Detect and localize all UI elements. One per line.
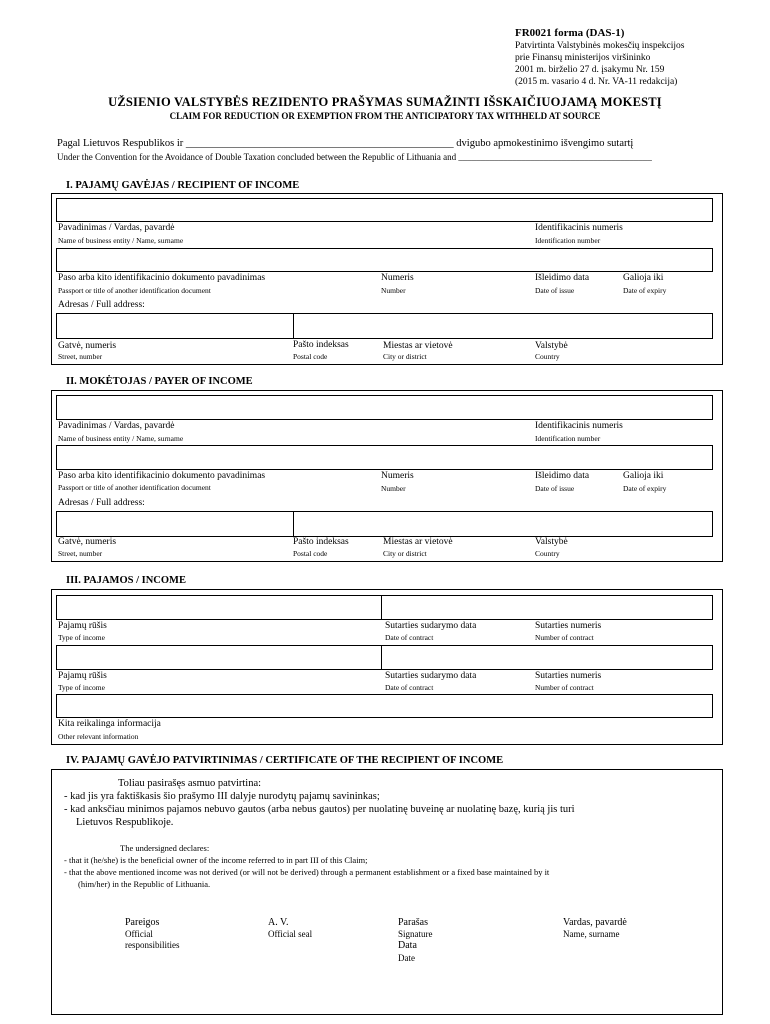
contract-number-label-en-1: Number of contract [535,633,594,642]
recipient-postal-label-en: Postal code [293,352,328,361]
form-title: UŽSIENIO VALSTYBĖS REZIDENTO PRAŠYMAS SUMAŽINTI IŠSKAIČIUOJAMĄ MOKESTĮ [108,95,662,109]
income-type-input-2[interactable] [56,645,713,670]
recipient-issue-label: Išleidimo data [535,273,590,283]
recipient-city-label-en: City or district [383,352,427,361]
recipient-country-label: Valstybė [535,341,568,351]
approval-line-3: 2001 m. birželio 27 d. įsakymu Nr. 159 [515,65,665,75]
recipient-id-label: Identifikacinis numeris [535,223,623,233]
recipient-id-label-en: Identification number [535,236,601,245]
section-income-title: III. PAJAMOS / INCOME [66,575,186,586]
recipient-document-input[interactable] [56,248,713,272]
cert-lt-line-2: - kad anksčiau minimos pajamos nebuvo gautos (arba nebus gautos) per nuolatinę buveinę ar nuolatinę bazę, kurią jis turi [64,804,575,815]
section-payer-title: II. MOKĖTOJAS / PAYER OF INCOME [66,376,253,387]
payer-country-label-en: Country [535,549,560,558]
convention-line-en: Under the Convention for the Avoidance of Double Taxation concluded between the Republic of Lithuania and ___________________________________________ [57,152,652,162]
position-label-en-2: responsibilities [125,940,180,950]
payer-expiry-label-en: Date of expiry [623,484,667,493]
approval-line-2: prie Finansų ministerijos viršininko [515,53,651,63]
position-label: Pareigos [125,917,160,928]
recipient-issue-label-en: Date of issue [535,286,575,295]
payer-city-label: Miestas ar vietovė [383,537,453,547]
recipient-expiry-label: Galioja iki [623,273,664,283]
other-info-label-en: Other relevant information [58,732,139,741]
payer-name-input[interactable] [56,395,713,420]
contract-date-label-en-2: Date of contract [385,683,434,692]
contract-date-label-2: Sutarties sudarymo data [385,671,477,681]
contract-number-label-2: Sutarties numeris [535,671,602,681]
section-recipient-title: I. PAJAMŲ GAVĖJAS / RECIPIENT OF INCOME [66,180,300,191]
approval-line-4: (2015 m. vasario 4 d. Nr. VA-11 redakcija) [515,77,678,87]
income-type-label-en-2: Type of income [58,683,105,692]
cert-en-intro: The undersigned declares: [120,843,210,853]
date-label: Data [398,940,417,951]
payer-city-label-en: City or district [383,549,427,558]
signer-name-label-en: Name, surname [563,929,620,939]
recipient-name-label: Pavadinimas / Vardas, pavardė [58,223,175,233]
recipient-doc-label: Paso arba kito identifikacinio dokumento pavadinimas [58,273,266,283]
payer-address-input[interactable] [56,511,713,537]
payer-id-label: Identifikacinis numeris [535,421,623,431]
section-payer [51,390,723,562]
form-subtitle: CLAIM FOR REDUCTION OR EXEMPTION FROM THE ANTICIPATORY TAX WITHHELD AT SOURCE [169,111,601,121]
other-info-label: Kita reikalinga informacija [58,719,161,729]
recipient-city-label: Miestas ar vietovė [383,341,453,351]
payer-number-label: Numeris [381,471,414,481]
payer-issue-label-en: Date of issue [535,484,575,493]
cert-en-line-1: - that it (he/she) is the beneficial owner of the income referred to in part III of this Claim; [64,855,368,865]
income-type-label-1: Pajamų rūšis [58,621,107,631]
payer-number-label-en: Number [381,484,406,493]
cert-en-line-3: (him/her) in the Republic of Lithuania. [78,879,211,889]
payer-doc-label-en: Passport or title of another identification document [58,483,211,492]
recipient-address-label: Adresas / Full address: [58,300,145,310]
seal-label: A. V. [268,917,289,928]
section-certificate [51,769,723,1015]
payer-doc-label: Paso arba kito identifikacinio dokumento pavadinimas [58,471,266,481]
cert-lt-intro: Toliau pasirašęs asmuo patvirtina: [118,778,262,789]
signature-label: Parašas [398,917,428,928]
date-label-en: Date [398,953,415,963]
payer-document-input[interactable] [56,445,713,470]
recipient-street-label: Gatvė, numeris [58,341,117,351]
recipient-street-label-en: Street, number [58,352,103,361]
payer-expiry-label: Galioja iki [623,471,664,481]
cert-en-line-2: - that the above mentioned income was not derived (or will not be derived) through a permanent establishment or a fixed base maintained by it [64,867,550,877]
section-income [51,589,723,745]
contract-date-label-en-1: Date of contract [385,633,434,642]
contract-date-label-1: Sutarties sudarymo data [385,621,477,631]
income-type-label-en-1: Type of income [58,633,105,642]
section-recipient [51,193,723,365]
payer-street-label-en: Street, number [58,549,103,558]
payer-name-label: Pavadinimas / Vardas, pavardė [58,421,175,431]
payer-name-label-en: Name of business entity / Name, surname [58,434,184,443]
recipient-postal-label: Pašto indeksas [293,340,349,350]
recipient-name-input[interactable] [56,198,713,222]
cert-lt-line-3: Lietuvos Respublikoje. [76,817,174,828]
income-type-label-2: Pajamų rūšis [58,671,107,681]
section-certificate-title: IV. PAJAMŲ GAVĖJO PATVIRTINIMAS / CERTIFICATE OF THE RECIPIENT OF INCOME [66,755,504,766]
recipient-expiry-label-en: Date of expiry [623,286,667,295]
payer-postal-label-en: Postal code [293,549,328,558]
payer-street-label: Gatvė, numeris [58,537,117,547]
recipient-doc-label-en: Passport or title of another identification document [58,286,211,295]
recipient-name-label-en: Name of business entity / Name, surname [58,236,184,245]
signature-label-en: Signature [398,929,433,939]
payer-country-label: Valstybė [535,537,568,547]
signer-name-label: Vardas, pavardė [563,917,627,928]
approval-line-1: Patvirtinta Valstybinės mokesčių inspekcijos [515,41,685,51]
recipient-number-label: Numeris [381,273,414,283]
form-code: FR0021 forma (DAS-1) [515,27,625,39]
payer-id-label-en: Identification number [535,434,601,443]
payer-issue-label: Išleidimo data [535,471,590,481]
recipient-country-label-en: Country [535,352,560,361]
cert-lt-line-1: - kad jis yra faktiškasis šio prašymo III dalyje nurodytų pajamų savininkas; [64,791,380,802]
convention-line-lt: Pagal Lietuvos Respublikos ir ___________________________________________________ dvigubo apmokestinimo išvengimo sutartį [57,138,634,149]
income-type-input-1[interactable] [56,595,713,620]
payer-address-label: Adresas / Full address: [58,498,145,508]
other-info-input[interactable] [56,694,713,718]
position-label-en-1: Official [125,929,153,939]
recipient-address-input[interactable] [56,313,713,339]
contract-number-label-en-2: Number of contract [535,683,594,692]
seal-label-en: Official seal [268,929,313,939]
recipient-number-label-en: Number [381,286,406,295]
payer-postal-label: Pašto indeksas [293,537,349,547]
contract-number-label-1: Sutarties numeris [535,621,602,631]
